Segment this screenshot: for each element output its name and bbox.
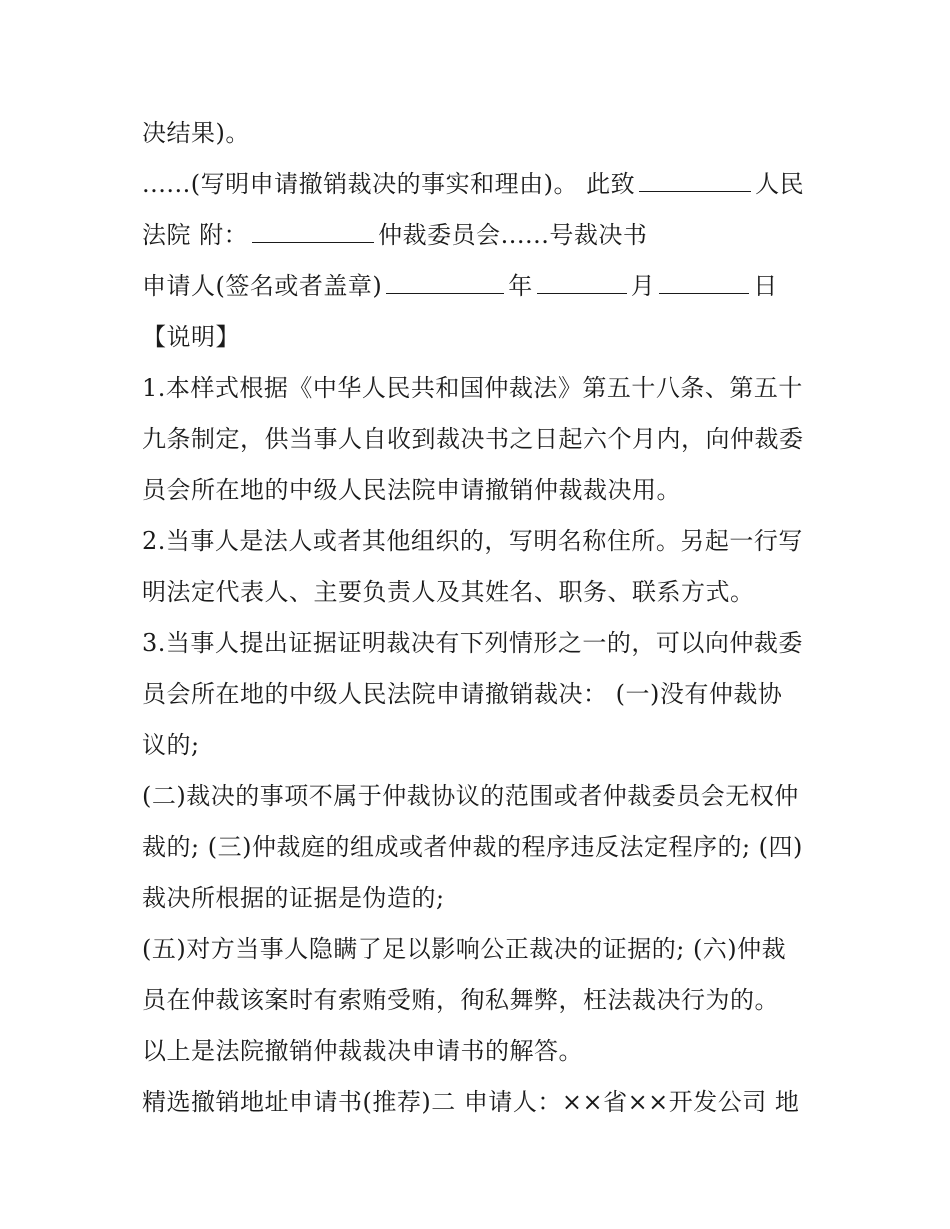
text-line: 裁的; (三)仲裁庭的组成或者仲裁的程序违反法定程序的; (四) xyxy=(142,833,803,861)
text-line: 1.本样式根据《中华人民共和国仲裁法》第五十八条、第五十 xyxy=(142,374,803,402)
attachment-text: 仲裁委员会......号裁决书 xyxy=(378,221,648,249)
day-label: 日 xyxy=(753,272,778,300)
signature-label: 申请人(签名或者盖章) xyxy=(142,272,383,300)
month-blank xyxy=(537,271,627,294)
section-heading: 【说明】 xyxy=(142,323,240,351)
text-line: 议的; xyxy=(142,731,200,759)
text-line: 员会所在地的中级人民法院申请撤销裁决： (一)没有仲裁协 xyxy=(142,680,783,708)
text-line: 员在仲裁该案时有索贿受贿，徇私舞弊，枉法裁决行为的。 xyxy=(142,986,779,1014)
text-line: 员会所在地的中级人民法院申请撤销仲裁裁决用。 xyxy=(142,476,681,504)
text-line: 明法定代表人、主要负责人及其姓名、职务、联系方式。 xyxy=(142,578,755,606)
day-blank xyxy=(659,271,749,294)
text-line: 精选撤销地址申请书(推荐)二 申请人：××省××开发公司 地 xyxy=(142,1088,800,1116)
attachment-label: 法院 附： xyxy=(142,221,249,249)
text-line: 决结果)。 xyxy=(142,119,250,147)
year-blank xyxy=(386,271,504,294)
arbitration-committee-blank xyxy=(252,220,374,243)
text-line: 2.当事人是法人或者其他组织的，写明名称住所。另起一行写 xyxy=(142,527,803,555)
court-name-blank xyxy=(639,169,751,192)
text-line: 以上是法院撤销仲裁裁决申请书的解答。 xyxy=(142,1037,583,1065)
text-line: 九条制定，供当事人自收到裁决书之日起六个月内，向仲裁委 xyxy=(142,425,804,453)
text-line-attachment xyxy=(142,210,822,261)
text-line-signature xyxy=(142,261,822,312)
closing-text: ......(写明申请撤销裁决的事实和理由)。 此致 xyxy=(142,170,636,198)
text-line-closing xyxy=(142,159,822,210)
month-label: 月 xyxy=(630,272,656,300)
text-line: 3.当事人提出证据证明裁决有下列情形之一的，可以向仲裁委 xyxy=(142,629,803,657)
text-line: 裁决所根据的证据是伪造的; xyxy=(142,884,445,912)
year-label: 年 xyxy=(508,272,533,300)
text-line: (五)对方当事人隐瞒了足以影响公正裁决的证据的; (六)仲裁 xyxy=(142,935,787,963)
document-page xyxy=(142,108,822,1128)
court-suffix: 人民 xyxy=(755,170,805,198)
text-line: (二)裁决的事项不属于仲裁协议的范围或者仲裁委员会无权仲 xyxy=(142,782,799,810)
